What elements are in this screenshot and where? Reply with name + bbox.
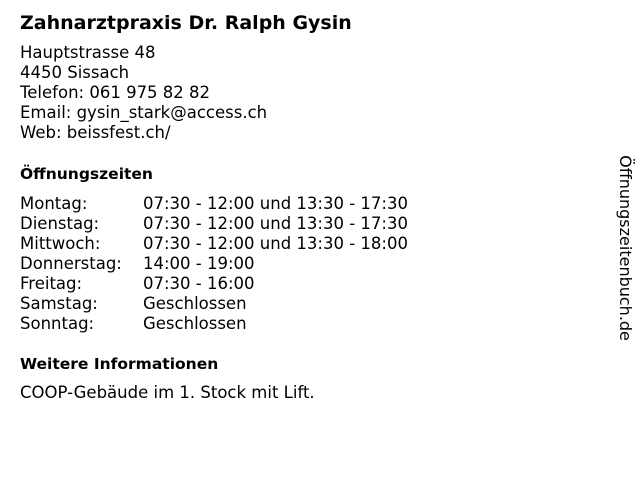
email-address: Email: gysin_stark@access.ch: [20, 103, 268, 122]
time-value: 07:30 - 12:00 und 13:30 - 17:30: [143, 194, 408, 213]
hours-heading: Öffnungszeiten: [20, 165, 153, 183]
day-label: Sonntag:: [20, 314, 95, 333]
phone-number: Telefon: 061 975 82 82: [20, 83, 211, 102]
time-value: 07:30 - 16:00: [143, 274, 255, 293]
hours-row-wednesday: [20, 234, 408, 254]
time-value: 07:30 - 12:00 und 13:30 - 18:00: [143, 234, 408, 253]
hours-row-tuesday: [20, 214, 408, 234]
time-value: Geschlossen: [143, 294, 247, 313]
info-heading: Weitere Informationen: [20, 355, 219, 373]
hours-row-sunday: [20, 314, 408, 334]
info-text: COOP-Gebäude im 1. Stock mit Lift.: [20, 383, 315, 402]
hours-row-thursday: [20, 254, 408, 274]
address-block: [20, 43, 267, 143]
time-value: 07:30 - 12:00 und 13:30 - 17:30: [143, 214, 408, 233]
city-address: 4450 Sissach: [20, 63, 130, 82]
time-value: Geschlossen: [143, 314, 247, 333]
hours-row-saturday: [20, 294, 408, 314]
page-title: Zahnarztpraxis Dr. Ralph Gysin: [20, 12, 352, 34]
watermark-text: Öffnungszeitenbuch.de: [616, 155, 635, 341]
day-label: Donnerstag:: [20, 254, 122, 273]
hours-row-monday: [20, 194, 408, 214]
day-label: Freitag:: [20, 274, 83, 293]
day-label: Mittwoch:: [20, 234, 101, 253]
time-value: 14:00 - 19:00: [143, 254, 255, 273]
street-address: Hauptstrasse 48: [20, 43, 156, 62]
website: Web: beissfest.ch/: [20, 123, 171, 142]
opening-hours-list: [20, 194, 408, 334]
day-label: Montag:: [20, 194, 88, 213]
day-label: Dienstag:: [20, 214, 100, 233]
hours-row-friday: [20, 274, 408, 294]
day-label: Samstag:: [20, 294, 98, 313]
